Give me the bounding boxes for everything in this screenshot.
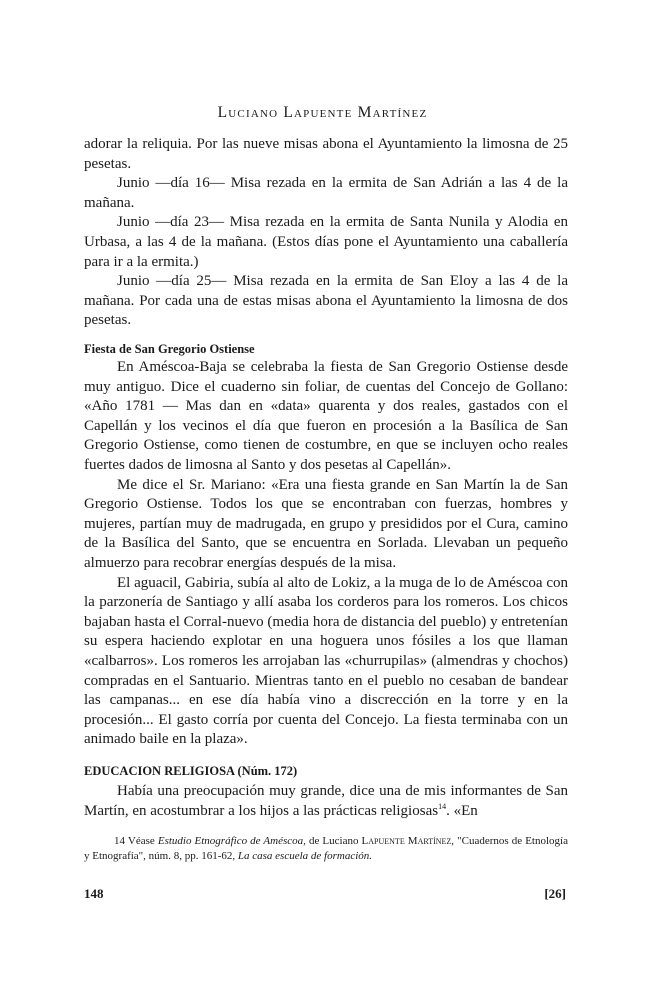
footnote-number: 14 — [114, 835, 125, 847]
footnote-author: Lapuente Martínez, — [361, 835, 455, 847]
page-number-bracketed: [26] — [544, 886, 566, 901]
paragraph: Junio —día 25— Misa rezada en la ermita de San Eloy a las 4 de la mañana. Por cada una de estas misas abona el Ayuntamiento la limosna de dos pesetas. — [84, 273, 568, 329]
footnote — [84, 834, 568, 864]
footnote-by: de Luciano — [308, 835, 359, 847]
paragraph: Me dice el Sr. Mariano: «Era una fiesta grande en San Martín la de San Gregorio Ostiense. Todos los que se encontraban con fuerzas, hombres y mujeres, partían muy de madrugada, en grupo y presididos por el Cura, camino de la Basílica del Santo, que se encuentra en Sorlada. Llevaban un pequeño almuerzo para recobrar energías después de la misa. — [84, 476, 568, 571]
paragraph: En Améscoa-Baja se celebraba la fiesta de San Gregorio Ostiense desde muy antiguo. Dice el cuaderno sin foliar, de cuentas del Concejo de Gollano: «Año 1781 — Mas dan en «data» quarenta y dos reales, gastados con el Capellán y los vecinos el día que fueron en procesión a la Basílica de San Gregorio Ostiense, como tienen de costumbre, en que se incluyen ocho reales fuertes dados de limosna al Santo y dos pesetas al Capellán». — [84, 359, 568, 473]
paragraph: adorar la reliquia. Por las nueve misas abona el Ayuntamiento la limosna de 25 pesetas. — [84, 136, 568, 172]
paragraph: Junio —día 16— Misa rezada en la ermita de San Adrián a las 4 de la mañana. — [84, 175, 568, 211]
section-heading-san-gregorio: Fiesta de San Gregorio Ostiense — [84, 342, 255, 356]
page-number: 148 — [84, 886, 104, 901]
paragraph — [84, 782, 568, 821]
section-educacion — [84, 782, 568, 821]
footnote-ref: 14 — [438, 801, 447, 811]
footnote-rest: "Cuadernos de Etnología y Etnografía", núm. 8, pp. 161-62, — [84, 835, 568, 862]
paragraph: El aguacil, Gabiria, subía al alto de Lokiz, a la muga de lo de Améscoa con la parzonería de Santiago y allí asaba los corderos para los romeros. Los chicos bajaban hasta el Corral-nuevo (media hora de distancia del pueblo) y entretenían su espera haciendo explotar en una hoguera unos fósiles a los que llaman «calbarros». Los romeros les arrojaban las «churrupilas» (almendras y chochos) compradas en el Santuario. Mientras tanto en el pueblo no cesaban de bandear las campanas... en ese día había vino a discrección en la torre y en la procesión... El gasto corría por cuenta del Concejo. La fiesta terminaba con un animado baile en la plaza». — [84, 574, 568, 748]
footnote-title: Estudio Etnográfico de Améscoa, — [157, 835, 306, 847]
paragraph: Junio —día 23— Misa rezada en la ermita de Santa Nunila y Alodia en Urbasa, a las 4 de la mañana. (Estos días pone el Ayuntamiento una caballería para ir a la ermita.) — [84, 214, 568, 270]
footnote-lead: Véase — [127, 835, 155, 847]
section-heading-educacion: EDUCACION RELIGIOSA (Núm. 172) — [84, 764, 298, 778]
section-san-gregorio — [84, 358, 568, 750]
paragraph-tail: . «En — [446, 802, 478, 819]
running-head: Luciano Lapuente Martínez — [217, 104, 428, 121]
paragraph-text: Había una preocupación muy grande, dice una de mis informantes de San Martín, en acostumbrar a los hijos a las prácticas religiosas — [84, 783, 568, 819]
footnote-chapter: La casa escuela de formación. — [237, 850, 373, 862]
section-misas — [84, 135, 568, 331]
